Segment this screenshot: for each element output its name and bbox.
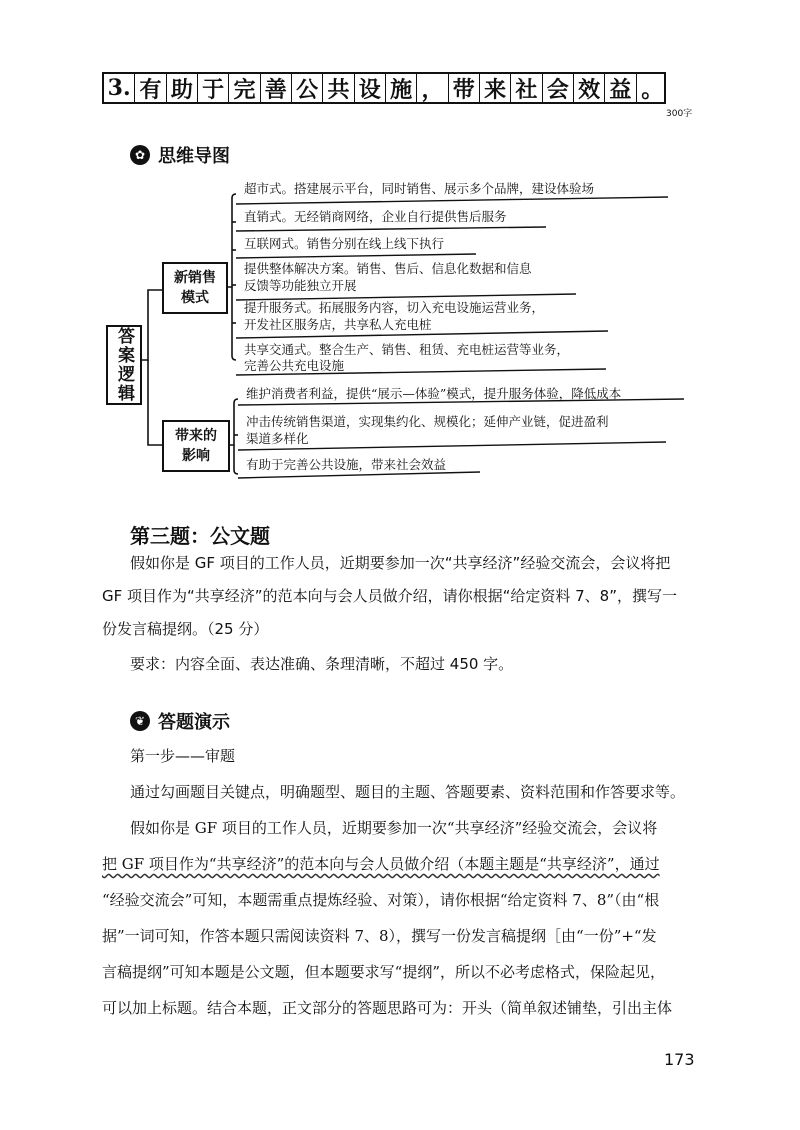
grid-cell: 带 [449,74,480,102]
grid-cell: 善 [261,74,292,102]
flower-icon: ✿ [130,145,150,165]
mindmap-item: 共享交通式。整合生产、销售、租赁、充电桩运营等业务， [244,342,570,357]
grid-cell: 助 [167,74,198,102]
page-number: 173 [664,1050,695,1069]
mindmap-item: 渠道多样化 [246,431,309,446]
grid-cell: 3. [104,74,135,102]
mindmap-item: 维护消费者利益，提供“展示—体验”模式，提升服务体验，降低成本 [246,386,622,401]
question-line: GF 项目作为“共享经济”的范本向与会人员做介绍，请你根据“给定资料 7、8”，撰写一 [102,587,677,605]
leaf-icon: ❦ [130,711,150,731]
requirement-line: 要求：内容全面、表达准确、条理清晰，不超过 450 字。 [130,655,514,673]
mindmap-item: 开发社区服务店，共享私人充电桩 [244,317,432,332]
mindmap-item: 提升服务式。拓展服务内容，切入充电设施运营业务， [244,300,545,315]
mindmap-root: 答案逻辑 [106,325,142,405]
branch-new-sales: 新销售模式 [162,262,228,314]
mindmap-item: 互联网式。销售分别在线上线下执行 [244,236,445,251]
grid-cell: 于 [198,74,229,102]
mindmap-item: 有助于完善公共设施，带来社会效益 [246,457,447,472]
section-heading: 第三题：公文题 [130,524,270,548]
demo-line: 言稿提纲”可知本题是公文题，但本题要求写“提纲”，所以不必考虑格式，保险起见， [102,963,666,981]
question-line: 份发言稿提纲。（25 分） [102,620,269,638]
demo-line: 把 GF 项目作为“共享经济”的范本向与会人员做介绍（本题主题是“共享经济”，通过 [102,855,660,873]
grid-cell: 社 [511,74,542,102]
demo-line: “经验交流会”可知，本题需重点提炼经验、对策），请你根据“给定资料 7、8”（由“根 [102,891,660,909]
grid-cell: ， [417,74,448,102]
grid-cell: 有 [135,74,166,102]
mindmap-item: 反馈等功能独立开展 [244,278,357,293]
word-count-label: 300字 [666,109,693,119]
grid-cell: 来 [480,74,511,102]
demo-title-text: 答题演示 [158,712,230,733]
grid-cell: 共 [323,74,354,102]
mindmap-item: 提供整体解决方案。销售、售后、信息化数据和信息 [244,261,532,276]
demo-line: 假如你是 GF 项目的工作人员，近期要参加一次“共享经济”经验交流会，会议将 [130,819,658,837]
branch-impact: 带来的影响 [162,420,230,472]
mindmap-title-text: 思维导图 [158,146,230,167]
grid-cell: 设 [355,74,386,102]
demo-line: 据”一词可知，作答本题只需阅读资料 7、8），撰写一份发言稿提纲［由“一份”+“发 [102,927,657,945]
grid-cell: 。 [641,76,664,103]
step-heading: 第一步——审题 [130,747,236,765]
mindmap-item: 超市式。搭建展示平台，同时销售、展示多个品牌，建设体验场 [244,181,595,196]
grid-cell: 益 [605,74,636,102]
grid-cell: 完 [229,74,260,102]
grid-cell: 公 [292,74,323,102]
grid-cell: 会 [543,74,574,102]
grid-cell: 施 [386,74,417,102]
question-line: 假如你是 GF 项目的工作人员，近期要参加一次“共享经济”经验交流会，会议将把 [130,554,671,572]
grid-cell: 效 [574,74,605,102]
demo-line: 通过勾画题目关键点，明确题型、题目的主题、答题要素、资料范围和作答要求等。 [130,783,686,801]
demo-line: 可以加上标题。结合本题，正文部分的答题思路可为：开头（简单叙述铺垫，引出主体 [102,999,673,1017]
mindmap-item: 完善公共充电设施 [244,358,345,373]
mindmap-item: 直销式。无经销商网络，企业自行提供售后服务 [244,209,507,224]
demo-title [130,708,230,734]
mindmap-item: 冲击传统销售渠道，实现集约化、规模化；延伸产业链，促进盈利 [246,414,609,429]
